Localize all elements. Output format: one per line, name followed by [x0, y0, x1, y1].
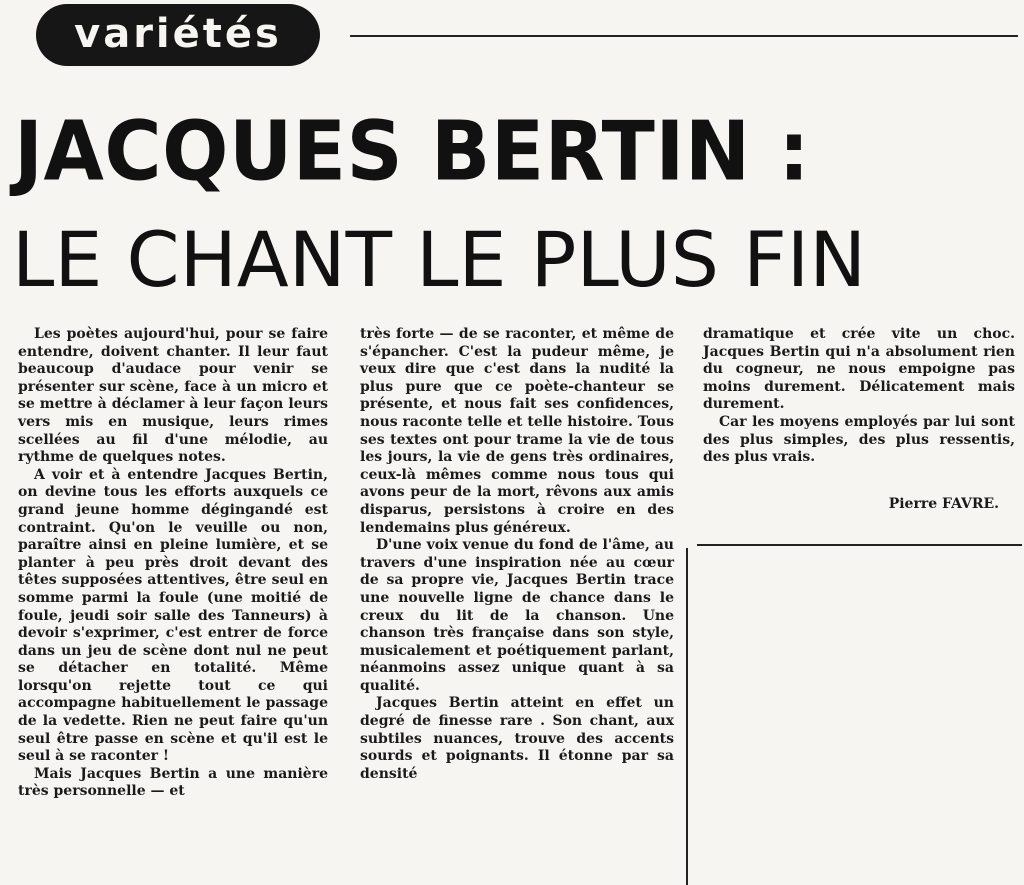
text-column-2: [360, 326, 674, 783]
paragraph: D'une voix venue du fond de l'âme, au travers d'une inspiration née au cœur de sa propre vie, Jacques Bertin trace une nouvelle ligne de chance dans le creux du lit de la chanson. Une chanson très française dans son style, musicalement et poétiquement parlant, néanmoins assez unique quant à sa qualité.: [360, 537, 674, 694]
column-end-rule: [697, 544, 1022, 546]
headline-line-1: JACQUES BERTIN :: [14, 104, 811, 200]
paragraph: Les poètes aujourd'hui, pour se faire entendre, doivent chanter. Il leur faut beaucoup d'audace pour venir se présenter sur scène, face à un micro et se mettre à déclamer à leur façon leurs vers mis en musique, leurs rimes scellées au fil d'une mélodie, au rythme de quelques notes.: [18, 326, 328, 466]
paragraph: Mais Jacques Bertin a une manière très personnelle — et: [18, 765, 328, 800]
text-column-1: [18, 326, 328, 801]
paragraph: A voir et à entendre Jacques Bertin, on devine tous les efforts auxquels ce grand jeune homme dégingandé est contraint. Qu'on le veuille ou non, paraître ainsi en pleine lumière, et se planter à peu près droit devant des têtes supposées attentives, être seul en somme parmi la foule (une moitié de foule, jeudi soir salle des Tanneurs) à devoir s'exprimer, c'est entrer de force dans un jeu de scène dont nul ne peut se détacher en totalité. Même lorsqu'on rejette tout ce qui accompagne habituellement le passage de la vedette. Rien ne peut faire qu'un seul être passe en scène et qu'il est le seul à se raconter !: [18, 466, 328, 765]
byline: Pierre FAVRE.: [888, 496, 999, 512]
top-rule: [350, 35, 1018, 37]
paragraph: dramatique et crée vite un choc. Jacques Bertin qui n'a absolument rien du cogneur, ne nous empoigne pas moins durement. Délicatement mais durement.: [703, 326, 1015, 413]
paragraph: très forte — de se raconter, et même de s'épancher. C'est la pudeur même, je veux dire que c'est dans la nudité la plus pure que ce poète-chanteur se présente, et nous fait ses confidences, nous raconte telle et telle histoire. Tous ses textes ont pour trame la vie de tous les jours, la vie de gens très ordinaires, ceux-là mêmes comme nous tous qui avons peur de la mort, rêvons aux amis disparus, persistons à croire en des lendemains plus généreux.: [360, 326, 674, 536]
section-badge: [36, 4, 320, 66]
paragraph: Jacques Bertin atteint en effet un degré de finesse rare . Son chant, aux subtiles nuances, trouve des accents sourds et poignants. Il étonne par sa densité: [360, 695, 674, 782]
column-divider: [686, 548, 688, 885]
text-column-3: [703, 326, 1015, 467]
section-label: variétés: [74, 11, 282, 57]
paragraph: Car les moyens employés par lui sont des plus simples, des plus ressentis, des plus vrais.: [703, 413, 1015, 466]
headline-line-2: LE CHANT LE PLUS FIN: [12, 215, 867, 304]
